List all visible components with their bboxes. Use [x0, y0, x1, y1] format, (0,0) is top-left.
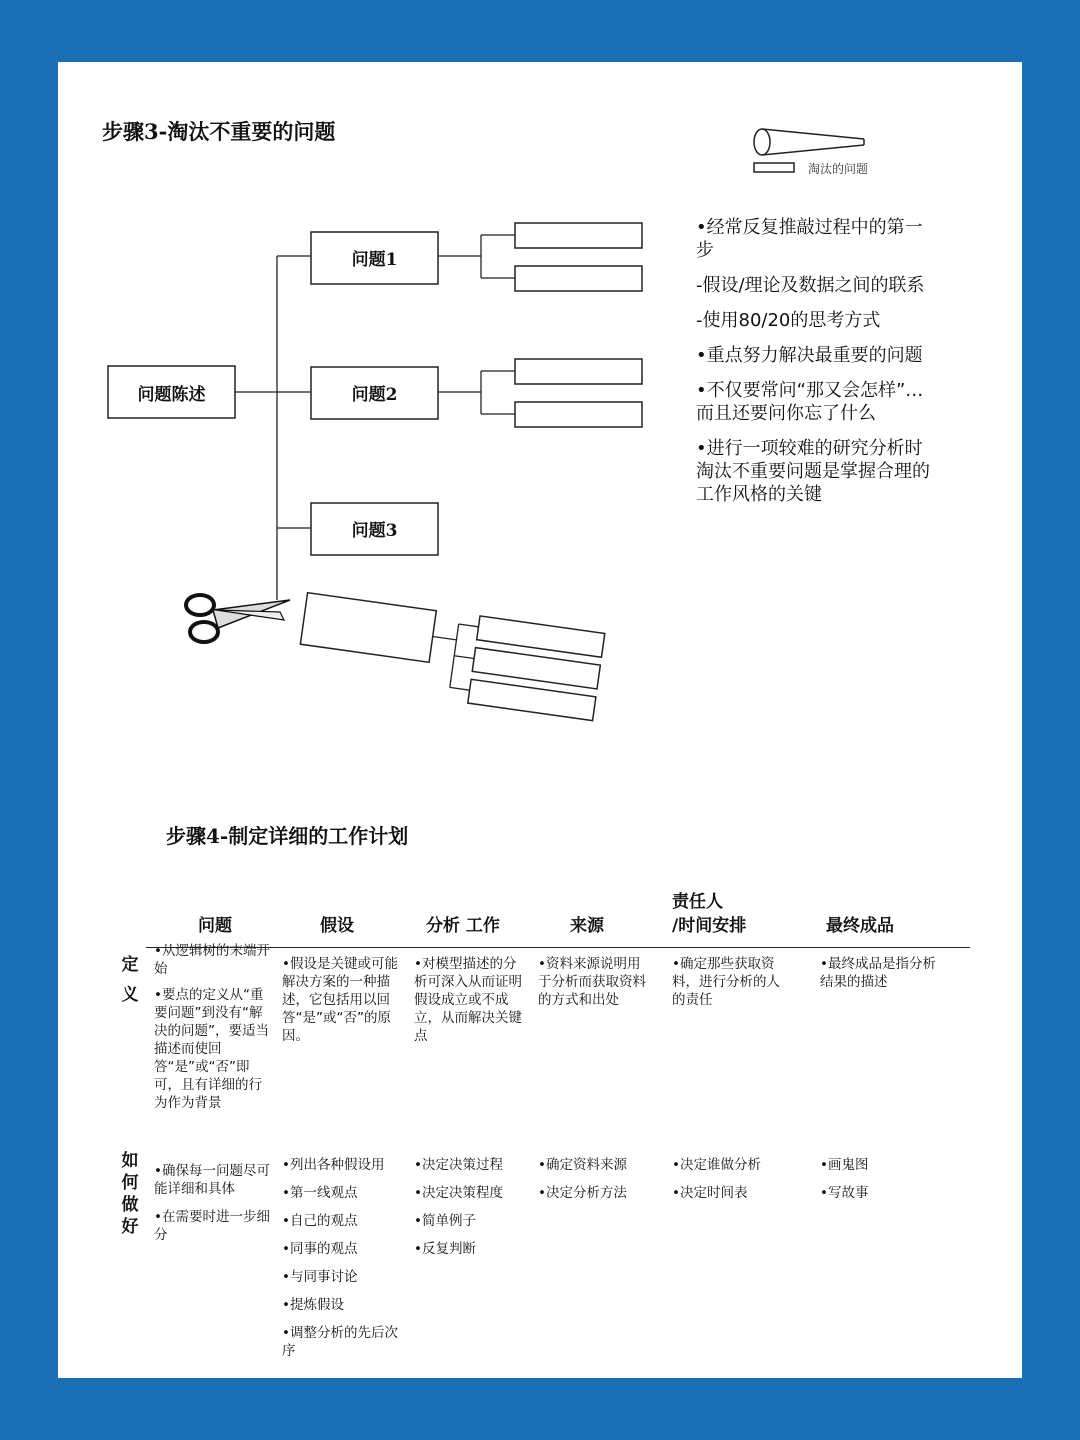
cell-text: •自己的观点 [282, 1213, 358, 1229]
root-label: 问题陈述 [137, 385, 206, 405]
header-source: 来源 [570, 916, 604, 936]
cell-text: •决定谁做分析 [672, 1157, 761, 1173]
cell-text: •画鬼图 [820, 1157, 869, 1173]
sub-box-2a [515, 359, 642, 384]
def-product-cell [820, 955, 936, 999]
row-label-char: 做 [121, 1195, 139, 1215]
cell-text: •从逻辑树的末端开始 [154, 943, 270, 977]
cell-text: •确定那些获取资料，进行分析的人的责任 [672, 956, 780, 1008]
eliminated-branch [295, 592, 604, 721]
step4-title: 步骤4-制定详细的工作计划 [166, 824, 409, 848]
header-analysis: 分析 工作 [426, 916, 500, 936]
row-label-char: 义 [121, 985, 139, 1005]
step3-bullets [696, 216, 932, 518]
legend-label: 淘汰的问题 [808, 162, 869, 176]
cell-text: •写故事 [820, 1185, 869, 1201]
cell-text: •提炼假设 [282, 1297, 344, 1313]
cell-text: •资料来源说明用于分析而获取资料的方式和出处 [538, 956, 646, 1008]
bullet-item: •经常反复推敲过程中的第一步 [696, 217, 923, 261]
bullet-item: -假设/理论及数据之间的联系 [696, 275, 925, 296]
sub-box-2b [515, 402, 642, 427]
row-label-char: 定 [121, 955, 139, 975]
cell-text: •假设是关键或可能解决方案的一种描述，它包括用以回答“是”或“否”的原因。 [282, 956, 398, 1044]
sub-box-1a [515, 223, 642, 248]
how-source-cell [538, 1156, 652, 1212]
header-product: 最终成品 [826, 916, 894, 936]
cell-text: •同事的观点 [282, 1241, 358, 1257]
cell-text: •简单例子 [414, 1213, 476, 1229]
issue-label-2: 问题2 [351, 385, 398, 405]
def-hypothesis-cell [282, 955, 400, 1053]
cell-text: •调整分析的先后次序 [282, 1325, 398, 1359]
page [58, 62, 1022, 1378]
issue-label-3: 问题3 [351, 521, 398, 541]
how-product-cell [820, 1156, 936, 1212]
cell-text: •列出各种假设用 [282, 1157, 385, 1173]
scissors-icon [186, 595, 290, 642]
row-label-how [120, 1150, 140, 1238]
cell-text: •决定决策程度 [414, 1185, 503, 1201]
def-source-cell [538, 955, 652, 1017]
cell-text: •在需要时进一步细分 [154, 1209, 270, 1243]
cell-text: •要点的定义从“重要问题”到没有“解决的问题”，要适当描述而使回答“是”或“否”即可，且有详细的行为作为背景 [154, 987, 269, 1111]
cell-text: •确保每一问题尽可能详细和具体 [154, 1163, 270, 1197]
cell-text: •与同事讨论 [282, 1269, 358, 1285]
cell-text: •最终成品是指分析结果的描述 [820, 956, 936, 990]
cell-text: •对模型描述的分析可深入从而证明假设成立或不成立，从而解决关键点 [414, 956, 522, 1044]
def-analysis-cell [414, 955, 526, 1053]
cell-text: •第一线观点 [282, 1185, 358, 1201]
header-hypothesis: 假设 [320, 916, 354, 936]
header-owner [672, 890, 746, 938]
how-owner-cell [672, 1156, 788, 1212]
cell-text: •决定分析方法 [538, 1185, 627, 1201]
bullet-item: •不仅要常问“那又会怎样”…而且还要问你忘了什么 [696, 380, 924, 424]
cell-text: •确定资料来源 [538, 1157, 627, 1173]
row-label-char: 何 [121, 1173, 139, 1193]
how-analysis-cell [414, 1156, 526, 1268]
cell-text: •反复判断 [414, 1241, 476, 1257]
sub-box-1b [515, 266, 642, 291]
def-issue-cell [154, 942, 272, 1120]
header-owner-line2: /时间安排 [672, 916, 747, 936]
bullet-item: •重点努力解决最重要的问题 [696, 345, 923, 366]
how-issue-cell [154, 1162, 272, 1254]
step3-title: 步骤3-淘汰不重要的问题 [102, 119, 336, 144]
def-owner-cell [672, 955, 788, 1017]
issue-label-1: 问题1 [351, 250, 398, 270]
row-label-char: 好 [121, 1217, 139, 1237]
row-label-char: 如 [121, 1151, 139, 1171]
cell-text: •决定决策过程 [414, 1157, 503, 1173]
how-hypothesis-cell [282, 1156, 402, 1370]
row-label-definition [120, 954, 140, 1006]
bullet-item: •进行一项较难的研究分析时淘汰不重要问题是掌握合理的工作风格的关键 [696, 438, 930, 505]
header-owner-line1: 责任人 [672, 892, 723, 912]
header-issue: 问题 [198, 916, 232, 936]
bullet-item: -使用80/20的思考方式 [696, 310, 881, 331]
cell-text: •决定时间表 [672, 1185, 748, 1201]
